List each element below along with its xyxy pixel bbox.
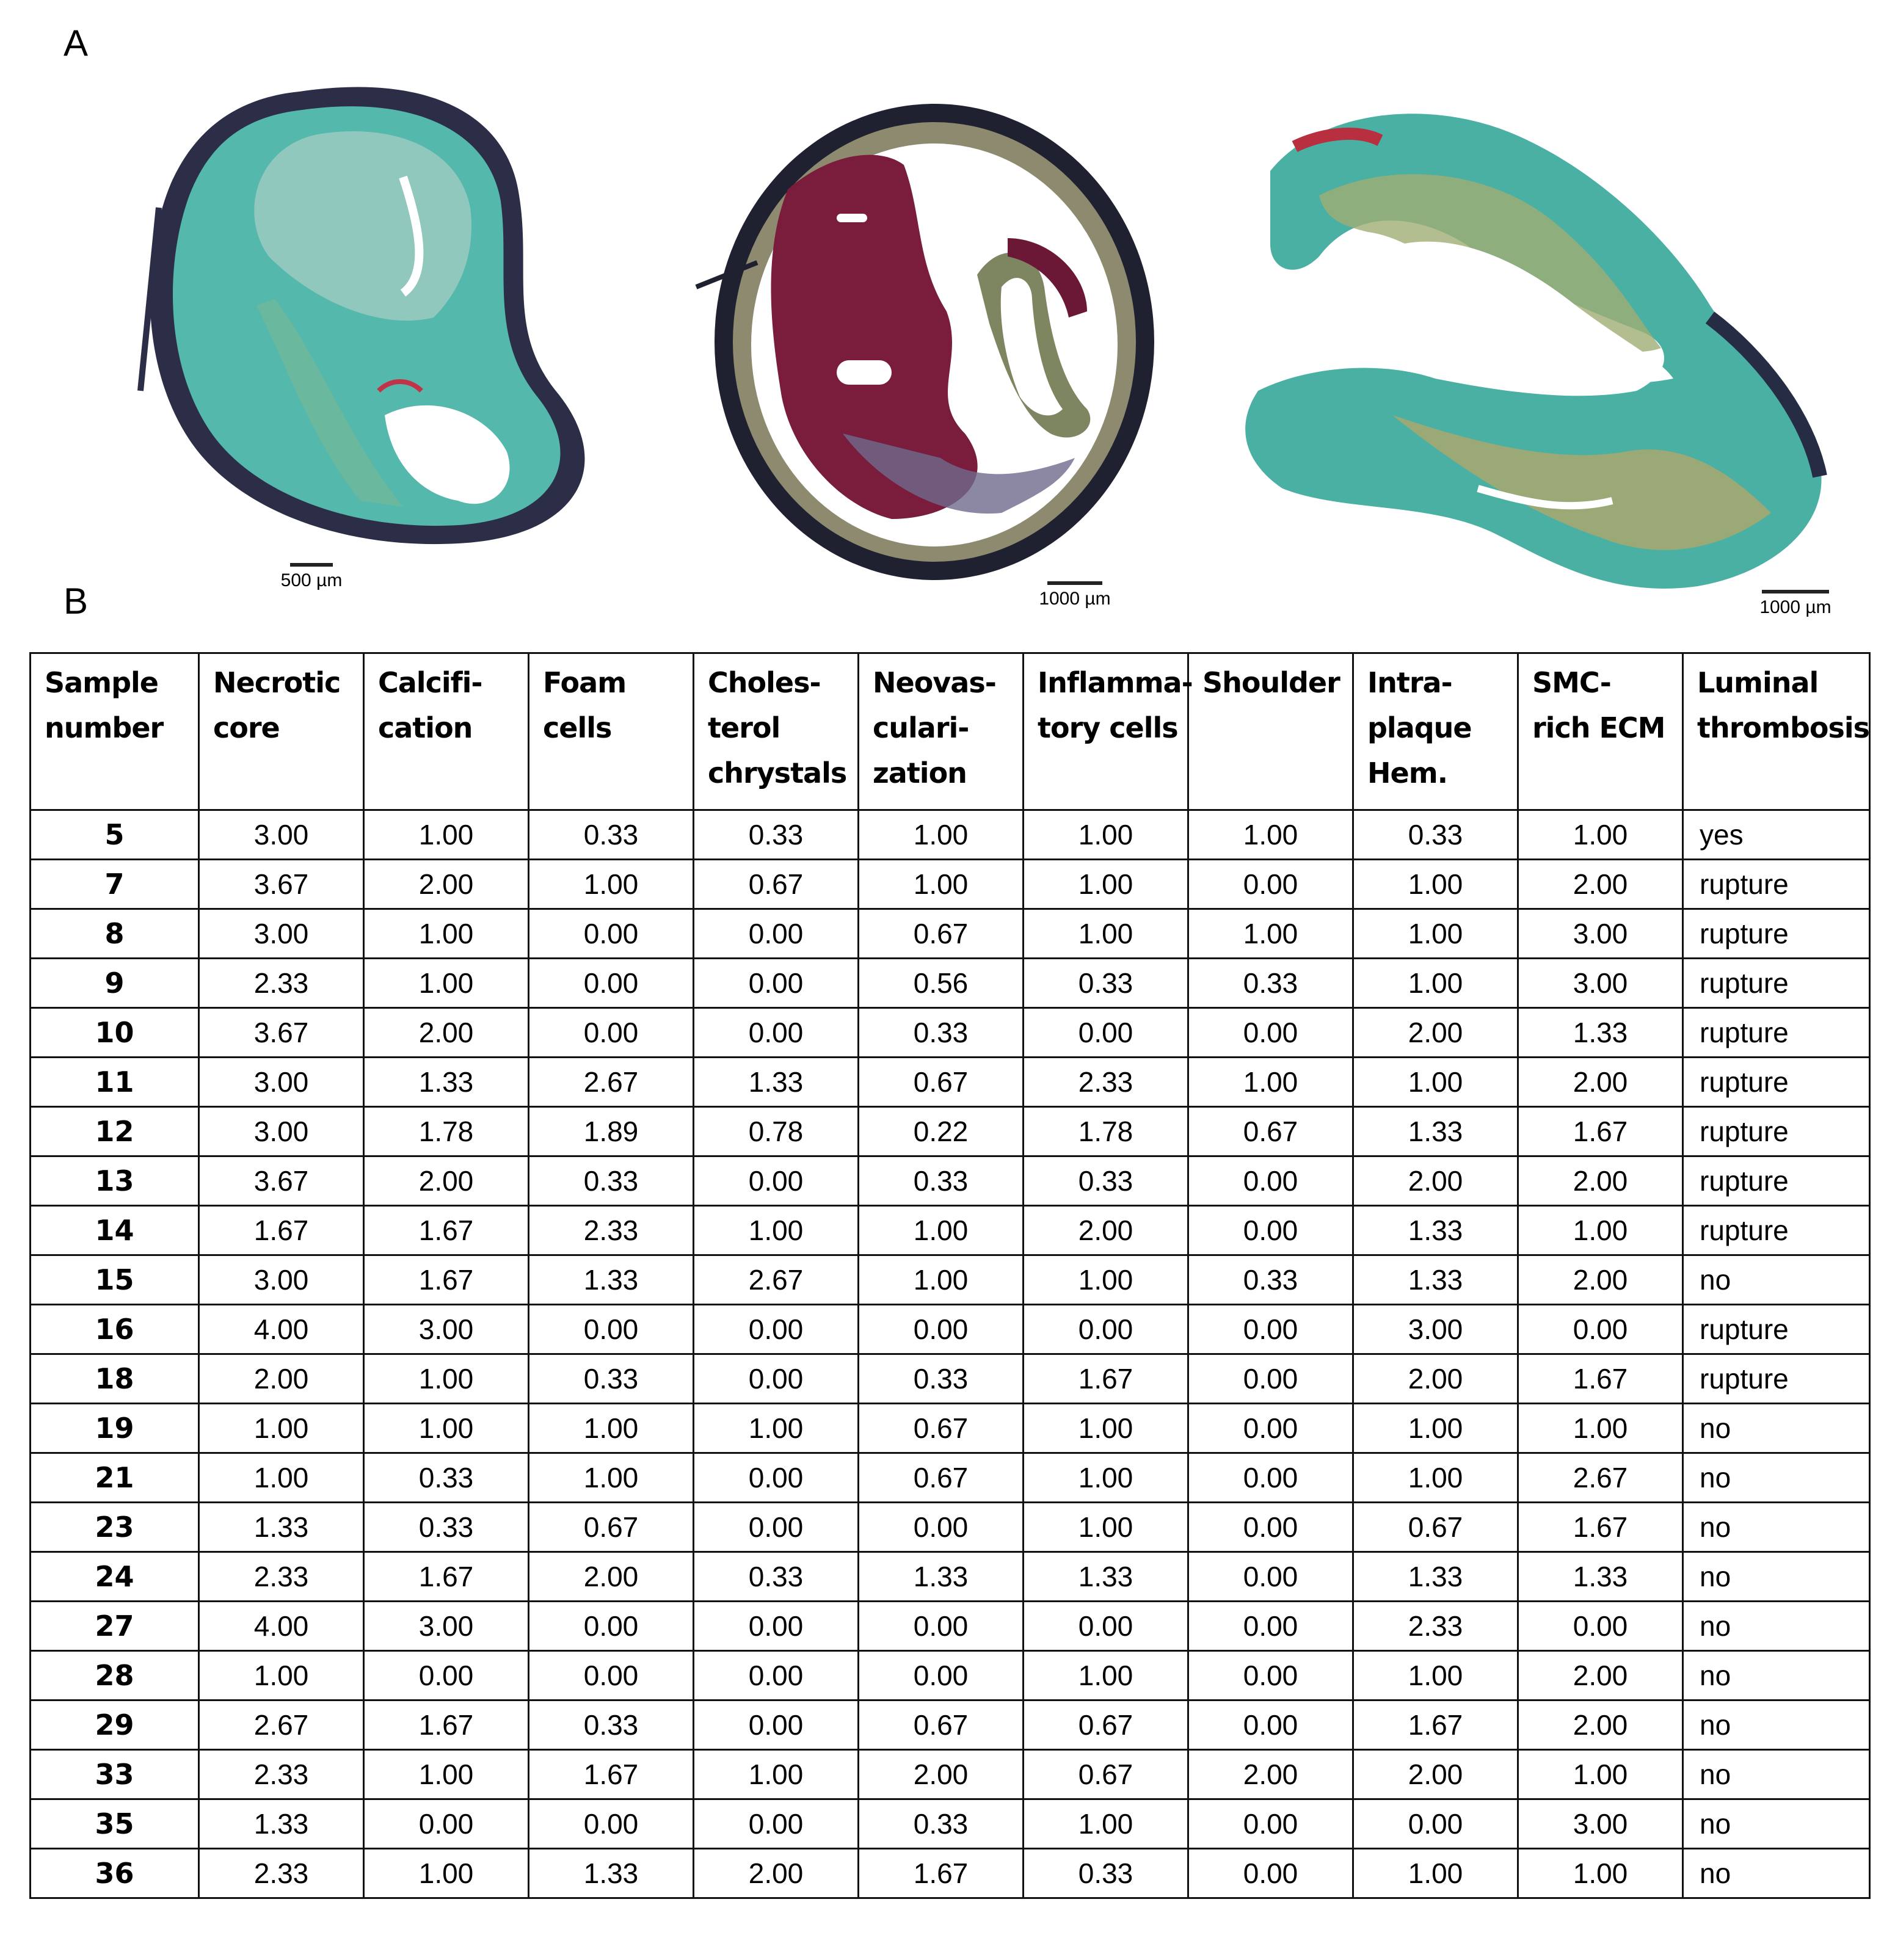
score-cell: 2.00 <box>859 1750 1024 1799</box>
column-header: Luminal thrombosis <box>1683 653 1870 810</box>
score-cell: 0.00 <box>1188 1305 1353 1354</box>
score-cell: 0.67 <box>859 1058 1024 1107</box>
score-cell: 3.00 <box>1518 909 1683 959</box>
table-row <box>31 860 1870 909</box>
sample-number-cell: 27 <box>31 1602 199 1651</box>
score-cell: 1.33 <box>1353 1552 1518 1602</box>
score-cell: 1.67 <box>364 1255 529 1305</box>
score-cell: 0.00 <box>859 1602 1024 1651</box>
table-row <box>31 1156 1870 1206</box>
thrombosis-cell: rupture <box>1683 1156 1870 1206</box>
sample-number-cell: 36 <box>31 1849 199 1898</box>
thrombosis-cell: no <box>1683 1700 1870 1750</box>
sample-number-cell: 35 <box>31 1799 199 1849</box>
score-cell: 1.00 <box>859 1206 1024 1255</box>
score-cell: 0.33 <box>364 1453 529 1503</box>
sample-number-cell: 19 <box>31 1404 199 1453</box>
score-cell: 0.00 <box>529 1602 694 1651</box>
score-cell: 0.00 <box>694 1602 859 1651</box>
scalebar-label: 1000 µm <box>1759 597 1831 617</box>
scalebar-label: 500 µm <box>280 570 343 590</box>
scalebar-500um <box>269 563 354 591</box>
score-cell: 1.00 <box>1024 1651 1188 1700</box>
score-cell: 0.00 <box>694 909 859 959</box>
score-cell: 2.00 <box>694 1849 859 1898</box>
score-cell: 1.33 <box>1353 1206 1518 1255</box>
score-cell: 2.00 <box>364 1156 529 1206</box>
score-cell: 1.00 <box>1353 1651 1518 1700</box>
score-cell: 0.00 <box>1188 1602 1353 1651</box>
score-cell: 0.00 <box>1518 1602 1683 1651</box>
score-cell: 0.78 <box>694 1107 859 1156</box>
thrombosis-cell: yes <box>1683 810 1870 860</box>
score-cell: 3.00 <box>199 1058 364 1107</box>
score-cell: 0.00 <box>1188 1354 1353 1404</box>
score-cell: 0.33 <box>859 1354 1024 1404</box>
scalebar-label: 1000 µm <box>1039 589 1111 609</box>
histology-section-2 <box>660 55 1197 592</box>
score-cell: 0.67 <box>1024 1750 1188 1799</box>
score-cell: 1.00 <box>199 1453 364 1503</box>
score-cell: 0.67 <box>859 909 1024 959</box>
score-cell: 1.00 <box>1188 1058 1353 1107</box>
score-cell: 2.33 <box>1024 1058 1188 1107</box>
score-cell: 0.00 <box>1188 1799 1353 1849</box>
score-cell: 1.00 <box>1353 959 1518 1008</box>
sample-number-cell: 8 <box>31 909 199 959</box>
score-cell: 1.00 <box>694 1206 859 1255</box>
score-cell: 0.22 <box>859 1107 1024 1156</box>
score-cell: 0.00 <box>529 909 694 959</box>
score-cell: 1.78 <box>364 1107 529 1156</box>
thrombosis-cell: rupture <box>1683 1008 1870 1058</box>
table-row <box>31 1404 1870 1453</box>
score-cell: 1.00 <box>1353 1404 1518 1453</box>
score-cell: 0.00 <box>1518 1305 1683 1354</box>
score-cell: 1.00 <box>1024 1799 1188 1849</box>
score-cell: 2.00 <box>1353 1156 1518 1206</box>
score-cell: 0.00 <box>1188 860 1353 909</box>
score-cell: 0.00 <box>1188 1700 1353 1750</box>
score-cell: 0.00 <box>1024 1305 1188 1354</box>
score-cell: 1.89 <box>529 1107 694 1156</box>
score-cell: 0.00 <box>1024 1602 1188 1651</box>
score-cell: 2.00 <box>1353 1008 1518 1058</box>
score-cell: 2.00 <box>1518 1651 1683 1700</box>
score-cell: 1.67 <box>364 1700 529 1750</box>
score-cell: 1.00 <box>364 1354 529 1404</box>
score-cell: 0.00 <box>859 1651 1024 1700</box>
scalebar-line <box>1047 581 1102 585</box>
score-cell: 3.00 <box>364 1305 529 1354</box>
score-cell: 3.00 <box>1353 1305 1518 1354</box>
score-cell: 0.00 <box>694 1651 859 1700</box>
panel-b-label: B <box>64 581 89 622</box>
thrombosis-cell: no <box>1683 1503 1870 1552</box>
table-row <box>31 1453 1870 1503</box>
score-cell: 0.00 <box>694 1156 859 1206</box>
column-header: Neovas- culari- zation <box>859 653 1024 810</box>
score-cell: 1.00 <box>1518 810 1683 860</box>
score-cell: 1.67 <box>1518 1503 1683 1552</box>
score-cell: 2.00 <box>1353 1354 1518 1404</box>
score-cell: 0.33 <box>1024 1849 1188 1898</box>
score-cell: 0.00 <box>1024 1008 1188 1058</box>
sample-number-cell: 18 <box>31 1354 199 1404</box>
score-cell: 0.00 <box>1188 1849 1353 1898</box>
score-cell: 0.00 <box>1188 1651 1353 1700</box>
score-cell: 0.67 <box>859 1453 1024 1503</box>
score-cell: 3.00 <box>199 1255 364 1305</box>
thrombosis-cell: rupture <box>1683 1058 1870 1107</box>
sample-number-cell: 29 <box>31 1700 199 1750</box>
thrombosis-cell: rupture <box>1683 1107 1870 1156</box>
score-cell: 0.67 <box>1188 1107 1353 1156</box>
column-header: Intra- plaque Hem. <box>1353 653 1518 810</box>
score-cell: 1.00 <box>1518 1206 1683 1255</box>
score-cell: 2.00 <box>529 1552 694 1602</box>
score-cell: 1.33 <box>199 1799 364 1849</box>
column-header: Shoulder <box>1188 653 1353 810</box>
score-cell: 3.67 <box>199 1156 364 1206</box>
score-cell: 0.33 <box>529 810 694 860</box>
score-cell: 0.00 <box>529 1305 694 1354</box>
score-cell: 0.00 <box>859 1503 1024 1552</box>
histology-section-1 <box>116 73 623 556</box>
sample-number-cell: 10 <box>31 1008 199 1058</box>
column-header: Necrotic core <box>199 653 364 810</box>
table-row <box>31 1058 1870 1107</box>
panel-a-label: A <box>64 23 89 64</box>
thrombosis-cell: rupture <box>1683 1354 1870 1404</box>
score-cell: 0.33 <box>859 1156 1024 1206</box>
score-cell: 0.00 <box>694 1453 859 1503</box>
table-row <box>31 1602 1870 1651</box>
thrombosis-cell: rupture <box>1683 909 1870 959</box>
score-cell: 0.00 <box>694 1503 859 1552</box>
score-cell: 2.33 <box>1353 1602 1518 1651</box>
score-cell: 1.00 <box>1188 810 1353 860</box>
score-cell: 1.00 <box>1024 810 1188 860</box>
score-cell: 2.00 <box>1518 1058 1683 1107</box>
score-cell: 2.67 <box>1518 1453 1683 1503</box>
score-cell: 1.00 <box>1024 1503 1188 1552</box>
score-cell: 0.33 <box>859 1008 1024 1058</box>
column-header: Inflamma- tory cells <box>1024 653 1188 810</box>
table-row <box>31 909 1870 959</box>
score-cell: 2.33 <box>529 1206 694 1255</box>
score-cell: 3.00 <box>1518 1799 1683 1849</box>
score-cell: 1.00 <box>364 810 529 860</box>
score-cell: 1.33 <box>364 1058 529 1107</box>
table-body <box>31 810 1870 1898</box>
score-cell: 0.00 <box>1188 1404 1353 1453</box>
score-cell: 0.00 <box>1353 1799 1518 1849</box>
thrombosis-cell: rupture <box>1683 1305 1870 1354</box>
sample-number-cell: 13 <box>31 1156 199 1206</box>
score-cell: 2.00 <box>1353 1750 1518 1799</box>
score-cell: 4.00 <box>199 1602 364 1651</box>
score-cell: 0.67 <box>859 1404 1024 1453</box>
score-cell: 0.00 <box>529 1008 694 1058</box>
score-cell: 1.00 <box>364 1404 529 1453</box>
score-cell: 0.00 <box>859 1305 1024 1354</box>
score-cell: 0.00 <box>694 959 859 1008</box>
table-row <box>31 959 1870 1008</box>
score-cell: 1.00 <box>1188 909 1353 959</box>
table-row <box>31 1799 1870 1849</box>
scalebar-line <box>290 563 333 567</box>
score-cell: 1.00 <box>529 1453 694 1503</box>
score-cell: 0.00 <box>1188 1503 1353 1552</box>
score-cell: 1.00 <box>1353 1453 1518 1503</box>
table-row <box>31 1354 1870 1404</box>
score-cell: 1.33 <box>1518 1008 1683 1058</box>
table-row <box>31 1206 1870 1255</box>
table-row <box>31 1305 1870 1354</box>
score-cell: 3.00 <box>199 810 364 860</box>
histology-section-3 <box>1234 73 1838 598</box>
score-cell: 1.00 <box>1024 1255 1188 1305</box>
score-cell: 1.00 <box>859 1255 1024 1305</box>
score-cell: 2.67 <box>199 1700 364 1750</box>
thrombosis-cell: no <box>1683 1602 1870 1651</box>
score-cell: 1.33 <box>1353 1255 1518 1305</box>
score-cell: 0.33 <box>529 1700 694 1750</box>
score-cell: 2.33 <box>199 959 364 1008</box>
score-cell: 1.33 <box>1024 1552 1188 1602</box>
sample-number-cell: 28 <box>31 1651 199 1700</box>
table-row <box>31 810 1870 860</box>
score-cell: 2.00 <box>364 860 529 909</box>
score-cell: 0.33 <box>859 1799 1024 1849</box>
score-cell: 2.00 <box>1518 1700 1683 1750</box>
thrombosis-cell: no <box>1683 1849 1870 1898</box>
sample-number-cell: 12 <box>31 1107 199 1156</box>
table-row <box>31 1651 1870 1700</box>
score-cell: 0.67 <box>694 860 859 909</box>
thrombosis-cell: no <box>1683 1255 1870 1305</box>
sample-number-cell: 9 <box>31 959 199 1008</box>
column-header: Calcifi- cation <box>364 653 529 810</box>
score-cell: 0.33 <box>1188 1255 1353 1305</box>
score-cell: 0.00 <box>694 1354 859 1404</box>
score-cell: 2.00 <box>1518 1156 1683 1206</box>
score-cell: 0.33 <box>364 1503 529 1552</box>
score-cell: 3.00 <box>199 1107 364 1156</box>
score-cell: 4.00 <box>199 1305 364 1354</box>
score-cell: 2.00 <box>1024 1206 1188 1255</box>
thrombosis-cell: no <box>1683 1453 1870 1503</box>
score-cell: 0.00 <box>364 1799 529 1849</box>
score-cell: 0.67 <box>1024 1700 1188 1750</box>
score-cell: 0.67 <box>859 1700 1024 1750</box>
score-cell: 2.33 <box>199 1849 364 1898</box>
table-header-row <box>31 653 1870 810</box>
score-cell: 1.67 <box>1518 1354 1683 1404</box>
score-cell: 3.00 <box>364 1602 529 1651</box>
table-row <box>31 1849 1870 1898</box>
score-cell: 1.00 <box>859 860 1024 909</box>
score-cell: 1.00 <box>1353 860 1518 909</box>
scalebar-1000um-a <box>1026 581 1124 609</box>
score-cell: 0.00 <box>694 1700 859 1750</box>
score-cell: 0.00 <box>1188 1552 1353 1602</box>
histology-score-table <box>29 652 1871 1899</box>
score-cell: 0.67 <box>529 1503 694 1552</box>
sample-number-cell: 23 <box>31 1503 199 1552</box>
score-cell: 1.00 <box>694 1750 859 1799</box>
score-cell: 0.33 <box>1188 959 1353 1008</box>
score-cell: 3.67 <box>199 860 364 909</box>
thrombosis-cell: rupture <box>1683 959 1870 1008</box>
score-cell: 1.00 <box>199 1404 364 1453</box>
score-cell: 1.67 <box>529 1750 694 1799</box>
table-row <box>31 1503 1870 1552</box>
score-cell: 1.33 <box>1518 1552 1683 1602</box>
sample-number-cell: 5 <box>31 810 199 860</box>
score-cell: 1.67 <box>199 1206 364 1255</box>
score-cell: 2.00 <box>1518 1255 1683 1305</box>
score-cell: 1.00 <box>1518 1849 1683 1898</box>
table-row <box>31 1552 1870 1602</box>
table-row <box>31 1008 1870 1058</box>
score-cell: 0.33 <box>694 810 859 860</box>
score-cell: 1.00 <box>1353 909 1518 959</box>
sample-number-cell: 21 <box>31 1453 199 1503</box>
score-cell: 0.00 <box>529 1799 694 1849</box>
score-cell: 1.33 <box>694 1058 859 1107</box>
score-cell: 1.00 <box>529 860 694 909</box>
score-cell: 1.33 <box>199 1503 364 1552</box>
score-cell: 0.33 <box>694 1552 859 1602</box>
score-cell: 0.33 <box>529 1354 694 1404</box>
score-cell: 0.00 <box>364 1651 529 1700</box>
score-cell: 1.33 <box>529 1849 694 1898</box>
score-cell: 1.00 <box>1024 909 1188 959</box>
score-cell: 1.00 <box>1024 860 1188 909</box>
scalebar-line <box>1762 590 1829 593</box>
score-cell: 1.00 <box>1518 1750 1683 1799</box>
score-cell: 1.33 <box>529 1255 694 1305</box>
thrombosis-cell: no <box>1683 1799 1870 1849</box>
score-cell: 2.00 <box>364 1008 529 1058</box>
score-cell: 0.33 <box>529 1156 694 1206</box>
table-row <box>31 1700 1870 1750</box>
column-header: SMC- rich ECM <box>1518 653 1683 810</box>
thrombosis-cell: no <box>1683 1404 1870 1453</box>
column-header: Foam cells <box>529 653 694 810</box>
score-cell: 2.67 <box>529 1058 694 1107</box>
score-cell: 1.00 <box>1353 1849 1518 1898</box>
score-cell: 0.00 <box>694 1799 859 1849</box>
score-cell: 2.00 <box>1188 1750 1353 1799</box>
sample-number-cell: 33 <box>31 1750 199 1799</box>
score-cell: 3.67 <box>199 1008 364 1058</box>
thrombosis-cell: rupture <box>1683 1206 1870 1255</box>
score-cell: 3.00 <box>199 909 364 959</box>
score-cell: 1.67 <box>1353 1700 1518 1750</box>
score-cell: 1.00 <box>1353 1058 1518 1107</box>
table-row <box>31 1255 1870 1305</box>
score-cell: 1.67 <box>364 1206 529 1255</box>
score-cell: 0.00 <box>1188 1156 1353 1206</box>
score-cell: 0.00 <box>1188 1453 1353 1503</box>
score-cell: 1.00 <box>1024 1453 1188 1503</box>
score-cell: 0.00 <box>529 959 694 1008</box>
score-cell: 1.00 <box>364 1849 529 1898</box>
score-cell: 2.00 <box>1518 860 1683 909</box>
table-row <box>31 1107 1870 1156</box>
score-cell: 1.00 <box>199 1651 364 1700</box>
score-cell: 2.00 <box>199 1354 364 1404</box>
sample-number-cell: 16 <box>31 1305 199 1354</box>
thrombosis-cell: no <box>1683 1750 1870 1799</box>
score-cell: 1.00 <box>364 959 529 1008</box>
score-cell: 1.67 <box>859 1849 1024 1898</box>
scalebar-1000um-b <box>1747 590 1844 618</box>
score-cell: 3.00 <box>1518 959 1683 1008</box>
sample-number-cell: 24 <box>31 1552 199 1602</box>
score-cell: 2.67 <box>694 1255 859 1305</box>
score-cell: 0.33 <box>1353 810 1518 860</box>
sample-number-cell: 7 <box>31 860 199 909</box>
thrombosis-cell: no <box>1683 1552 1870 1602</box>
score-cell: 2.33 <box>199 1552 364 1602</box>
score-cell: 0.67 <box>1353 1503 1518 1552</box>
score-cell: 1.67 <box>364 1552 529 1602</box>
score-cell: 1.00 <box>364 909 529 959</box>
thrombosis-cell: no <box>1683 1651 1870 1700</box>
score-cell: 0.00 <box>1188 1008 1353 1058</box>
score-cell: 1.67 <box>1024 1354 1188 1404</box>
column-header: Choles- terol chrystals <box>694 653 859 810</box>
score-cell: 1.00 <box>859 810 1024 860</box>
score-cell: 1.33 <box>1353 1107 1518 1156</box>
sample-number-cell: 14 <box>31 1206 199 1255</box>
score-cell: 0.56 <box>859 959 1024 1008</box>
score-cell: 1.00 <box>364 1750 529 1799</box>
score-cell: 0.00 <box>694 1008 859 1058</box>
thrombosis-cell: rupture <box>1683 860 1870 909</box>
score-cell: 1.00 <box>1024 1404 1188 1453</box>
table-row <box>31 1750 1870 1799</box>
column-header: Sample number <box>31 653 199 810</box>
score-cell: 1.78 <box>1024 1107 1188 1156</box>
sample-number-cell: 11 <box>31 1058 199 1107</box>
score-cell: 2.33 <box>199 1750 364 1799</box>
score-cell: 1.00 <box>529 1404 694 1453</box>
score-cell: 1.00 <box>694 1404 859 1453</box>
score-cell: 1.33 <box>859 1552 1024 1602</box>
sample-number-cell: 15 <box>31 1255 199 1305</box>
score-cell: 0.00 <box>529 1651 694 1700</box>
score-cell: 1.67 <box>1518 1107 1683 1156</box>
score-cell: 0.33 <box>1024 959 1188 1008</box>
score-cell: 1.00 <box>1518 1404 1683 1453</box>
score-cell: 0.00 <box>694 1305 859 1354</box>
score-cell: 0.00 <box>1188 1206 1353 1255</box>
score-cell: 0.33 <box>1024 1156 1188 1206</box>
